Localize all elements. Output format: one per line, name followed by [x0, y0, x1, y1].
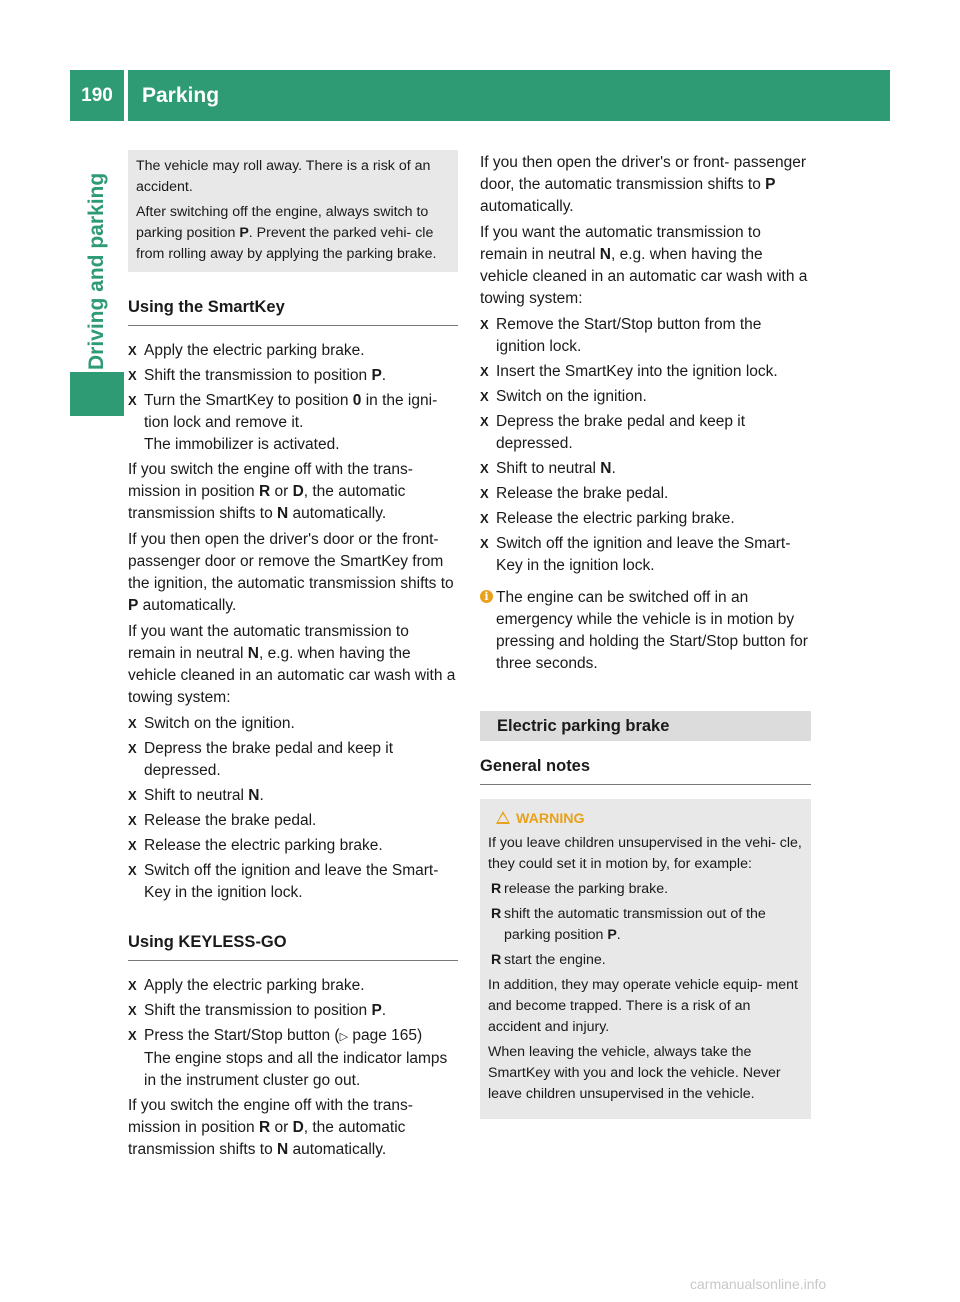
section-heading-smartkey: Using the SmartKey — [128, 296, 458, 326]
step-item: X Depress the brake pedal and keep it depressed. — [480, 413, 746, 452]
step-item: X Shift to neutral N. — [128, 785, 458, 807]
right-column — [480, 152, 811, 1119]
section-side-label: Driving and parking — [85, 172, 108, 370]
step-item: X Release the brake pedal. — [128, 810, 458, 832]
step-arrow-icon: X — [128, 813, 137, 828]
paragraph: If you want the automatic transmission to remain in neutral N, e.g. when having the vehicle cleaned in an automatic car wash with a towing system: — [480, 224, 808, 307]
step-item: X Release the electric parking brake. — [128, 835, 458, 857]
step-item: X Apply the electric parking brake. — [128, 340, 458, 362]
box-text: After switching off the engine, always switch to parking position P. Prevent the parked vehi- cle from rolling away by applying the parking brake. — [136, 204, 437, 262]
step-item: X Switch off the ignition and leave the Smart- Key in the ignition lock. — [128, 862, 439, 901]
section-heading-general-notes: General notes — [480, 755, 811, 785]
step-arrow-icon: X — [480, 486, 489, 501]
step-arrow-icon: X — [128, 863, 137, 878]
step-arrow-icon: X — [128, 368, 137, 383]
step-item: X Release the electric parking brake. — [480, 508, 811, 530]
step-item: X Remove the Start/Stop button from the ignition lock. — [480, 316, 762, 355]
section-heading-keyless-go: Using KEYLESS-GO — [128, 931, 458, 961]
page-title: Parking — [128, 70, 890, 121]
step-item: X Insert the SmartKey into the ignition lock. — [480, 361, 811, 383]
step-item: X Apply the electric parking brake. — [128, 975, 458, 997]
warning-text: When leaving the vehicle, always take the SmartKey with you and lock the vehicle. Never leave children unsupervised in the vehicle. — [488, 1044, 781, 1102]
box-text: The vehicle may roll away. There is a risk of an accident. — [136, 158, 431, 195]
section-tab-marker — [70, 372, 124, 416]
step-arrow-icon: X — [480, 317, 489, 332]
bullet-icon: R — [491, 952, 502, 968]
paragraph: If you switch the engine off with the trans- mission in position R or D, the automatic transmission shifts to N automatically. — [128, 461, 413, 522]
step-arrow-icon: X — [480, 461, 489, 476]
step-arrow-icon: X — [128, 393, 137, 408]
warning-text: In addition, they may operate vehicle equip- ment and become trapped. There is a risk of an accident and injury. — [488, 977, 798, 1035]
watermark: carmanualsonline.info — [690, 1276, 827, 1292]
warning-title: WARNING — [488, 809, 803, 830]
bullet-item: R release the parking brake. — [488, 879, 803, 900]
page-ref-icon: ▷ — [339, 1031, 349, 1043]
warning-box — [480, 799, 811, 1119]
step-arrow-icon: X — [480, 414, 489, 429]
step-arrow-icon: X — [128, 788, 137, 803]
step-item: X Turn the SmartKey to position 0 in the igni- tion lock and remove it. The immobilizer is activated. — [128, 390, 458, 456]
warning-triangle-icon — [496, 811, 510, 824]
paragraph: If you want the automatic transmission to remain in neutral N, e.g. when having the vehicle cleaned in an automatic car wash with a towing system: — [128, 623, 456, 706]
step-arrow-icon: X — [128, 741, 137, 756]
info-note: i The engine can be switched off in an emergency while the vehicle is in motion by pressing and holding the Start/Stop button for three seconds. — [480, 587, 811, 675]
step-arrow-icon: X — [128, 1028, 137, 1043]
step-arrow-icon: X — [128, 838, 137, 853]
step-item: X Shift the transmission to position P. — [128, 1000, 458, 1022]
warning-continuation-box — [128, 150, 458, 272]
step-item: X Release the brake pedal. — [480, 483, 811, 505]
bullet-icon: R — [491, 881, 502, 897]
page-number: 190 — [70, 70, 124, 121]
paragraph: If you then open the driver's or front- passenger door, the automatic transmission shifts to P automatically. — [480, 154, 807, 215]
warning-text: If you leave children unsupervised in the vehi- cle, they could set it in motion by, for example: — [488, 835, 802, 872]
section-heading-electric-parking-brake: Electric parking brake — [480, 711, 811, 741]
step-arrow-icon: X — [480, 389, 489, 404]
left-column — [128, 150, 458, 1165]
info-icon: i — [480, 590, 493, 603]
step-arrow-icon: X — [128, 343, 137, 358]
step-item: X Switch off the ignition and leave the Smart- Key in the ignition lock. — [480, 535, 791, 574]
page-reference-link[interactable]: page 165) — [348, 1027, 423, 1044]
paragraph: If you switch the engine off with the trans- mission in position R or D, the automatic transmission shifts to N automatically. — [128, 1097, 413, 1158]
step-item: X Shift the transmission to position P. — [128, 365, 458, 387]
step-arrow-icon: X — [480, 536, 489, 551]
step-arrow-icon: X — [480, 511, 489, 526]
step-item: X Switch on the ignition. — [480, 386, 811, 408]
step-result: The immobilizer is activated. — [144, 436, 340, 453]
step-arrow-icon: X — [128, 716, 137, 731]
paragraph: If you then open the driver's door or the front- passenger door or remove the SmartKey from the ignition, the automatic transmission shifts to P automatically. — [128, 531, 454, 614]
step-arrow-icon: X — [128, 1003, 137, 1018]
bullet-icon: R — [491, 906, 502, 922]
bullet-item: R shift the automatic transmission out of the parking position P. — [491, 906, 766, 943]
step-item: X Switch on the ignition. — [128, 713, 458, 735]
step-item: X Shift to neutral N. — [480, 458, 811, 480]
bullet-item: R start the engine. — [488, 950, 803, 971]
step-item: X Depress the brake pedal and keep it depressed. — [128, 740, 394, 779]
step-item: X Press the Start/Stop button (▷ page 165) The engine stops and all the indicator lamps in the instrument cluster go out. — [128, 1025, 458, 1092]
step-arrow-icon: X — [128, 978, 137, 993]
step-result: The engine stops and all the indicator lamps in the instrument cluster go out. — [144, 1050, 448, 1089]
step-arrow-icon: X — [480, 364, 489, 379]
